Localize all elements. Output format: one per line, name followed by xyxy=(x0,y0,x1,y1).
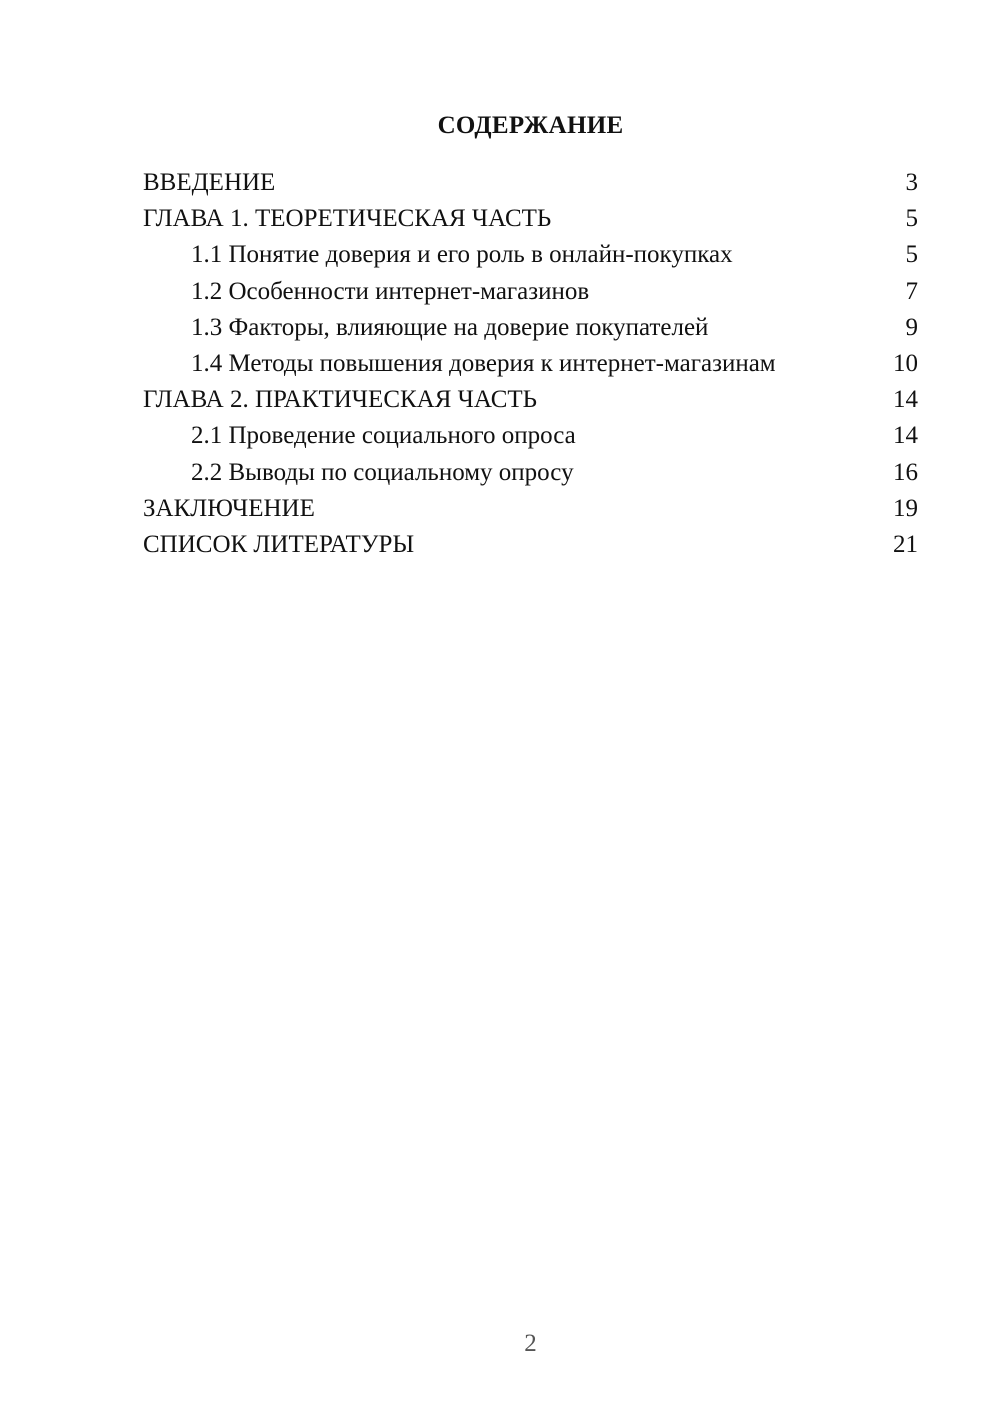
toc-entry-label: 1.2 Особенности интернет-магазинов xyxy=(191,277,590,305)
toc-entry-label: 1.3 Факторы, влияющие на доверие покупателей xyxy=(191,313,709,341)
table-of-contents xyxy=(143,165,918,563)
toc-entry-label: 1.1 Понятие доверия и его роль в онлайн-покупках xyxy=(191,241,733,269)
toc-entry xyxy=(143,165,918,201)
toc-entry-page: 14 xyxy=(893,386,918,414)
toc-entry-page: 10 xyxy=(893,350,918,378)
toc-entry-page: 14 xyxy=(893,422,918,450)
toc-entry-label: СПИСОК ЛИТЕРАТУРЫ xyxy=(143,531,415,559)
footer-page-number: 2 xyxy=(524,1330,537,1357)
toc-entry-page: 9 xyxy=(905,313,918,341)
toc-entry xyxy=(143,455,918,491)
toc-entry-page: 19 xyxy=(893,494,918,522)
toc-entry-page: 7 xyxy=(905,277,918,305)
toc-entry xyxy=(143,237,918,273)
toc-entry xyxy=(143,418,918,454)
toc-entry xyxy=(143,346,918,382)
page-title: СОДЕРЖАНИЕ xyxy=(437,111,624,139)
toc-entry xyxy=(143,201,918,237)
toc-entry xyxy=(143,310,918,346)
toc-entry-page: 21 xyxy=(893,531,918,559)
toc-entry-label: ВВЕДЕНИЕ xyxy=(143,169,276,196)
toc-entry-page: 3 xyxy=(905,169,918,196)
toc-entry-page: 5 xyxy=(905,205,918,233)
toc-entry xyxy=(143,274,918,310)
toc-entry-label: ГЛАВА 2. ПРАКТИЧЕСКАЯ ЧАСТЬ xyxy=(143,386,538,414)
toc-entry-label: ГЛАВА 1. ТЕОРЕТИЧЕСКАЯ ЧАСТЬ xyxy=(143,205,552,233)
toc-entry-label: 2.1 Проведение социального опроса xyxy=(191,422,576,450)
toc-entry-label: ЗАКЛЮЧЕНИЕ xyxy=(143,494,315,522)
toc-entry xyxy=(143,491,918,527)
toc-entry-label: 2.2 Выводы по социальному опросу xyxy=(191,458,574,486)
toc-entry-page: 16 xyxy=(893,458,918,486)
toc-entry xyxy=(143,527,918,563)
toc-entry xyxy=(143,382,918,418)
toc-entry-label: 1.4 Методы повышения доверия к интернет-магазинам xyxy=(191,350,776,378)
toc-entry-page: 5 xyxy=(905,241,918,269)
